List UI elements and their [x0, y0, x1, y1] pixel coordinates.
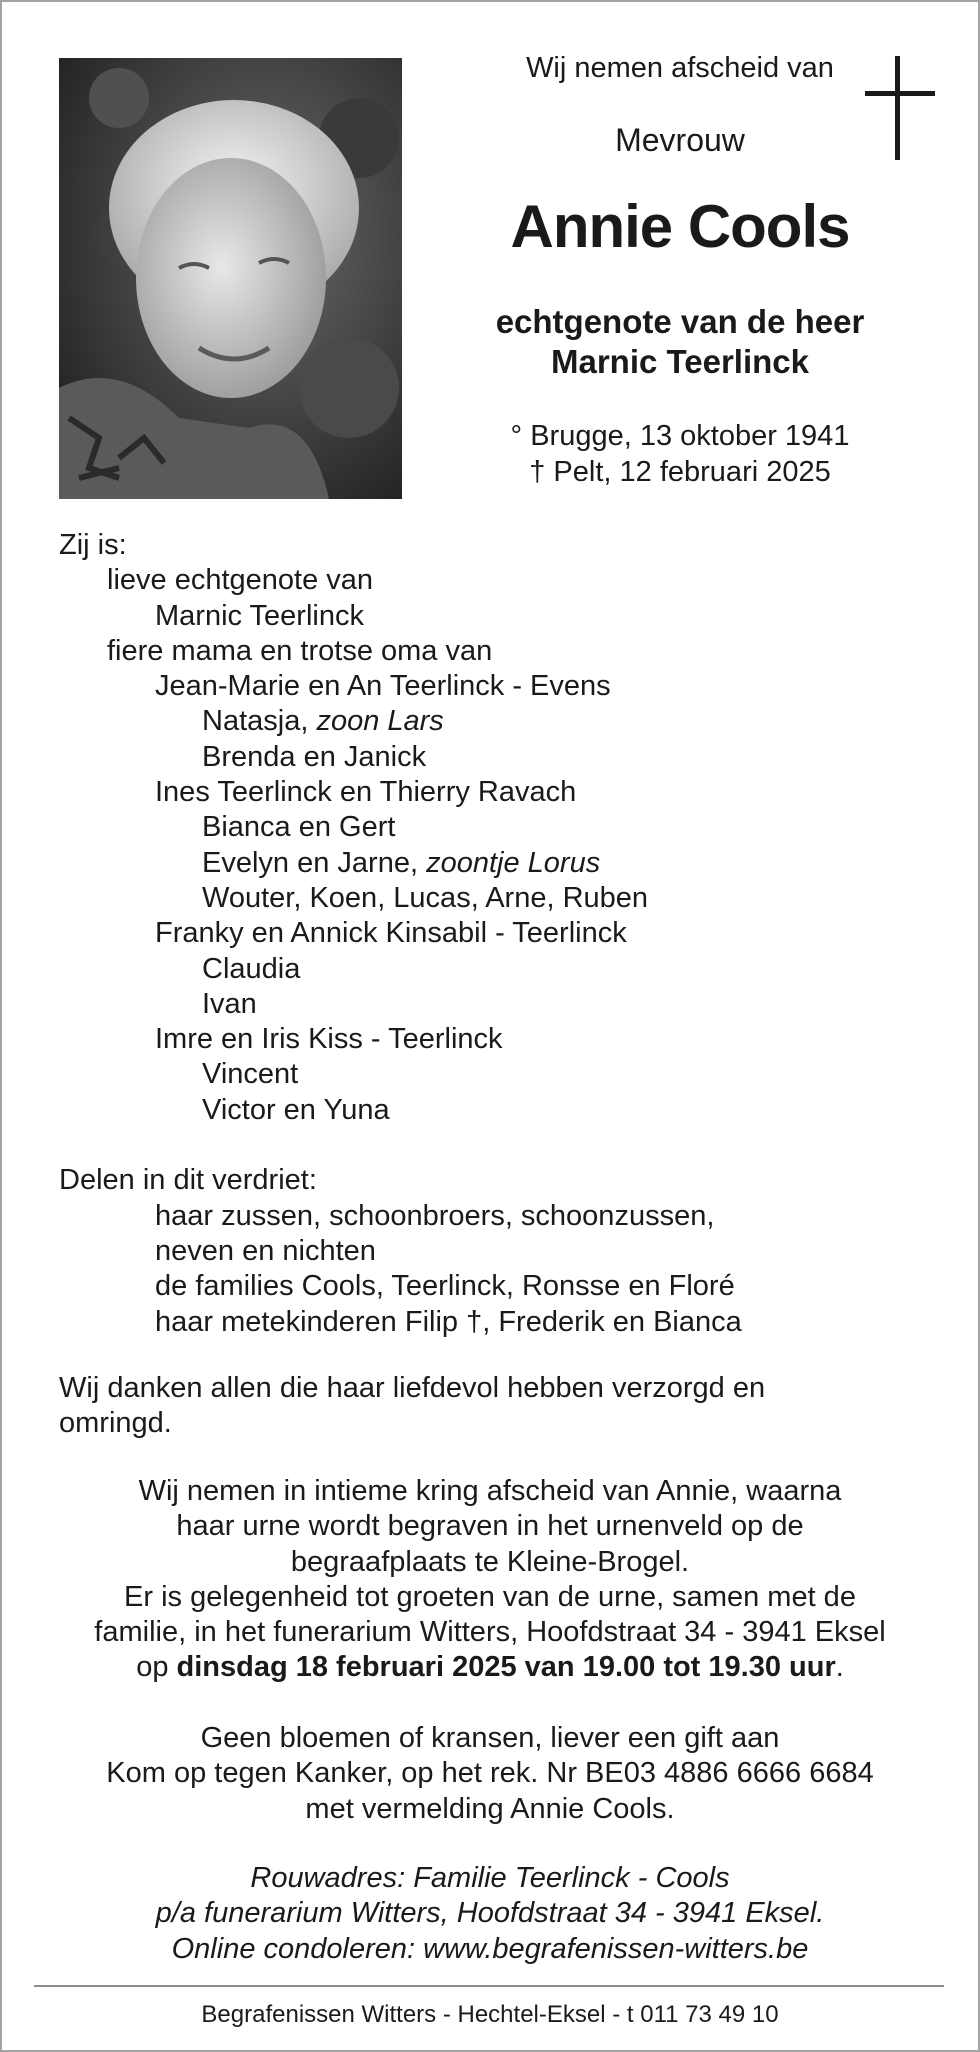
family-line-text: Jean-Marie en An Teerlinck - Evens: [155, 670, 611, 703]
mourners-heading: Delen in dit verdriet:: [59, 1164, 317, 1197]
ceremony-line: familie, in het funerarium Witters, Hoofdstraat 34 - 3941 Eksel: [94, 1616, 886, 1649]
family-line: [59, 916, 939, 951]
family-line: [59, 952, 939, 987]
ceremony-line: begraafplaats te Kleine-Brogel.: [290, 1545, 690, 1578]
family-line-text: Franky en Annick Kinsabil - Teerlinck: [155, 917, 627, 950]
spouse-line-2: Marnic Teerlinck: [551, 343, 809, 380]
family-line-text: Victor en Yuna: [202, 1093, 390, 1126]
portrait-photo: [59, 58, 402, 499]
family-line: [59, 881, 939, 916]
family-line: [59, 563, 939, 598]
footer-text: Begrafenissen Witters - Hechtel-Eksel - t 011 73 49 10: [201, 2001, 779, 2028]
family-line-note: zoontje Lorus: [426, 846, 601, 879]
family-list: [59, 563, 939, 1128]
family-line: [59, 775, 939, 810]
donation-info: [40, 1721, 940, 1827]
intro-text: Wij nemen afscheid van: [526, 52, 834, 84]
family-line-text: Brenda en Janick: [202, 740, 427, 773]
family-line: [59, 846, 939, 881]
mourner-line: neven en nichten: [155, 1234, 376, 1267]
family-line-text: Claudia: [202, 952, 301, 985]
family-line: [59, 704, 939, 739]
family-line-text: Ines Teerlinck en Thierry Ravach: [155, 776, 577, 809]
family-line-text: Imre en Iris Kiss - Teerlinck: [155, 1023, 503, 1056]
ceremony-line: haar urne wordt begraven in het urnenveld op de: [176, 1510, 804, 1543]
address-line: Rouwadres: Familie Teerlinck - Cools: [250, 1862, 730, 1894]
salutation: Mevrouw: [615, 122, 745, 158]
family-line: [59, 669, 939, 704]
family-line-text: Bianca en Gert: [202, 811, 396, 844]
spouse-line-1: echtgenote van de heer: [495, 303, 865, 340]
family-line-text: lieve echtgenote van: [107, 564, 374, 597]
family-line-note: zoon Lars: [316, 705, 444, 738]
family-line: [59, 1022, 939, 1057]
ceremony-date-prefix: op: [136, 1651, 177, 1684]
family-line-text: Wouter, Koen, Lucas, Arne, Ruben: [202, 881, 649, 914]
thanks-text: [59, 1371, 899, 1442]
spouse-info: [440, 302, 920, 382]
ceremony-date-line: [40, 1650, 940, 1685]
family-line: [59, 987, 939, 1022]
condolence-link[interactable]: Online condoleren: www.begrafenissen-witters.be: [171, 1932, 809, 1965]
family-line: [59, 1057, 939, 1092]
ceremony-date-suffix: .: [835, 1651, 844, 1684]
address-line: p/a funerarium Witters, Hoofdstraat 34 - 3941 Eksel.: [155, 1897, 825, 1930]
mourning-address: [40, 1861, 940, 1967]
family-line-text: Vincent: [202, 1058, 299, 1091]
family-line: [59, 810, 939, 845]
birth-date: ° Brugge, 13 oktober 1941: [510, 420, 850, 452]
mourner-line: haar metekinderen Filip †, Frederik en Bianca: [155, 1305, 742, 1338]
thanks-line: omringd.: [59, 1407, 172, 1440]
family-line: [59, 1093, 939, 1128]
family-line: [59, 740, 939, 775]
family-line: [59, 634, 939, 669]
family-line-text: fiere mama en trotse oma van: [107, 634, 493, 667]
mourner-line: haar zussen, schoonbroers, schoonzussen,: [155, 1199, 715, 1232]
thanks-line: Wij danken allen die haar liefdevol hebben verzorgd en: [59, 1372, 766, 1404]
ceremony-line: Wij nemen in intieme kring afscheid van Annie, waarna: [138, 1475, 842, 1507]
family-line-text: Natasja,: [202, 705, 317, 738]
life-dates: [440, 418, 920, 490]
ceremony-date: dinsdag 18 februari 2025 van 19.00 tot 19.30 uur: [176, 1651, 836, 1684]
donation-line: Geen bloemen of kransen, liever een gift aan: [200, 1722, 780, 1754]
donation-line: met vermelding Annie Cools.: [305, 1792, 675, 1825]
death-date: † Pelt, 12 februari 2025: [529, 456, 831, 488]
family-line-text: Evelyn en Jarne,: [202, 846, 427, 879]
donation-line: Kom op tegen Kanker, op het rek. Nr BE03 4886 6666 6684: [106, 1757, 874, 1790]
family-line: [59, 599, 939, 634]
deceased-name: Annie Cools: [510, 193, 850, 260]
mourner-line: de families Cools, Teerlinck, Ronsse en Floré: [155, 1270, 735, 1303]
family-line-text: Ivan: [202, 987, 257, 1020]
family-line-text: Marnic Teerlinck: [155, 599, 364, 632]
family-heading: Zij is:: [59, 529, 127, 561]
ceremony-line: Er is gelegenheid tot groeten van de urne, samen met de: [124, 1580, 856, 1613]
ceremony-info: [40, 1474, 940, 1686]
footer-divider: [34, 1985, 944, 1987]
family-section: [59, 528, 939, 1340]
